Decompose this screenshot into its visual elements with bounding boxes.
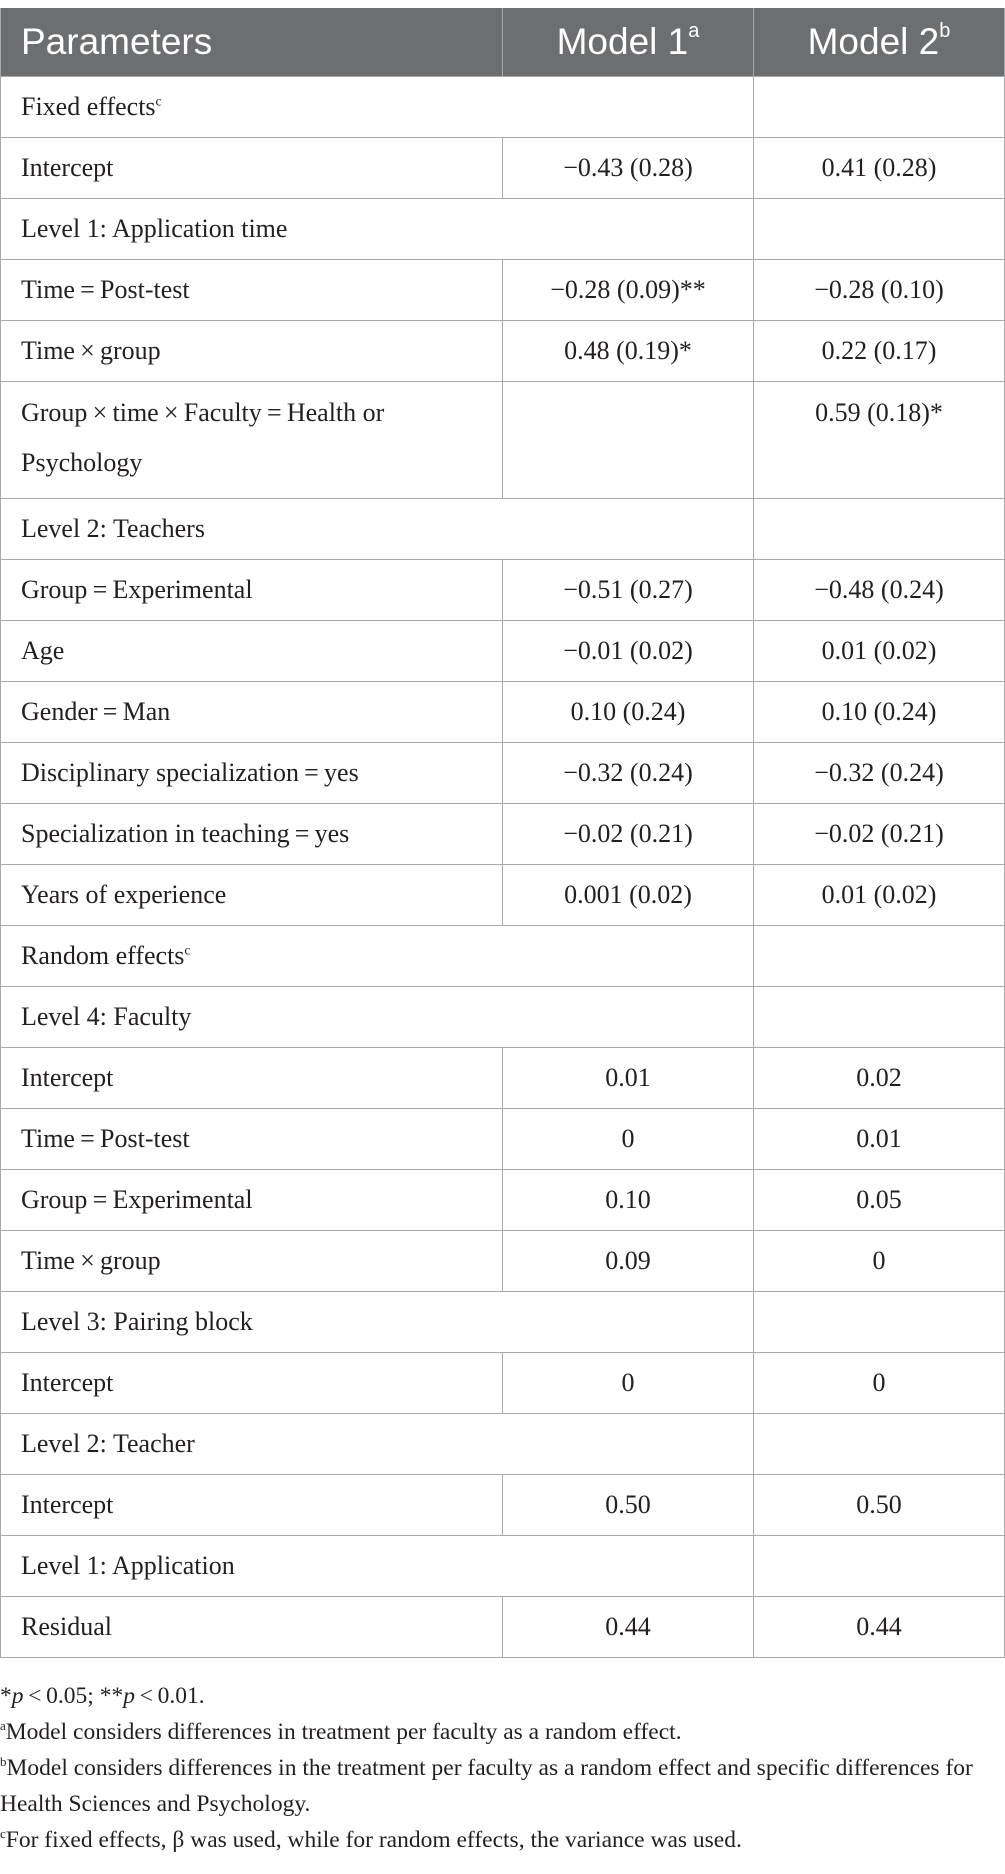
header-model-1-footnote-marker: a (688, 19, 700, 42)
row-label: Intercept (1, 1353, 503, 1414)
model-1-value: −0.28 (0.09)** (503, 260, 754, 321)
row-empty-span (503, 499, 754, 560)
model-2-value: 0.02 (754, 1048, 1005, 1109)
row-label: Level 2: Teachers (1, 499, 503, 560)
row-empty-span (503, 926, 754, 987)
model-1-value (503, 382, 754, 499)
model-1-value: −0.32 (0.24) (503, 743, 754, 804)
model-2-value: −0.48 (0.24) (754, 560, 1005, 621)
row-empty-span (503, 199, 754, 260)
model-1-value: 0.09 (503, 1231, 754, 1292)
model-2-value: 0.10 (0.24) (754, 682, 1005, 743)
model-1-value: 0.10 (503, 1170, 754, 1231)
row-label: Random effects$^c$ (1, 926, 503, 987)
row-label: Level 2: Teacher (1, 1414, 503, 1475)
row-empty-cell (754, 926, 1005, 987)
model-2-value: −0.32 (0.24) (754, 743, 1005, 804)
model-1-value: −0.51 (0.27) (503, 560, 754, 621)
model-2-value: 0.05 (754, 1170, 1005, 1231)
section-row (1, 199, 1005, 260)
table-row (1, 1170, 1005, 1231)
model-1-value: 0.001 (0.02) (503, 865, 754, 926)
model-1-value: 0.01 (503, 1048, 754, 1109)
row-empty-span (503, 1414, 754, 1475)
header-model-2-footnote-marker: b (939, 19, 951, 42)
row-label: Group × time × Faculty = Health or Psychology (1, 382, 503, 499)
row-empty-cell (754, 77, 1005, 138)
header-model-1: Model 1$^a$ (503, 8, 754, 77)
row-label: Time × group (1, 321, 503, 382)
section-row (1, 499, 1005, 560)
model-2-value: 0.01 (0.02) (754, 865, 1005, 926)
header-parameters: Parameters (1, 8, 503, 77)
row-empty-cell (754, 1292, 1005, 1353)
table-row (1, 1353, 1005, 1414)
section-row (1, 1536, 1005, 1597)
significance-note: *p < 0.05; **p < 0.01. (0, 1683, 205, 1709)
row-label: Disciplinary specialization = yes (1, 743, 503, 804)
row-label: Time = Post-test (1, 1109, 503, 1170)
model-1-value: −0.43 (0.28) (503, 138, 754, 199)
row-empty-cell (754, 499, 1005, 560)
model-2-value: 0.44 (754, 1597, 1005, 1658)
section-row (1, 1414, 1005, 1475)
model-2-value: 0.59 (0.18)* (754, 382, 1005, 499)
table-row (1, 682, 1005, 743)
row-label: Time = Post-test (1, 260, 503, 321)
row-empty-span (503, 77, 754, 138)
model-1-value: −0.01 (0.02) (503, 621, 754, 682)
row-label: Time × group (1, 1231, 503, 1292)
row-label: Group = Experimental (1, 560, 503, 621)
row-label: Group = Experimental (1, 1170, 503, 1231)
model-1-value: 0.50 (503, 1475, 754, 1536)
row-label: Intercept (1, 1475, 503, 1536)
model-2-value: 0.22 (0.17) (754, 321, 1005, 382)
model-2-value: 0 (754, 1353, 1005, 1414)
row-empty-cell (754, 987, 1005, 1048)
row-label: Level 3: Pairing block (1, 1292, 503, 1353)
table-row (1, 138, 1005, 199)
results-table (0, 8, 1005, 1658)
row-label: Level 1: Application time (1, 199, 503, 260)
table-row (1, 804, 1005, 865)
row-empty-span (503, 1536, 754, 1597)
table-footnotes (0, 1678, 990, 1858)
table-row (1, 743, 1005, 804)
table-row (1, 321, 1005, 382)
row-label: Years of experience (1, 865, 503, 926)
model-1-value: 0 (503, 1353, 754, 1414)
table-body (1, 77, 1005, 1658)
row-label: Fixed effects$^c$ (1, 77, 503, 138)
row-empty-span (503, 987, 754, 1048)
table-header (1, 8, 1005, 77)
model-2-value: −0.02 (0.21) (754, 804, 1005, 865)
header-model-2: Model 2$^b$ (754, 8, 1005, 77)
table-row (1, 560, 1005, 621)
model-2-value: 0.41 (0.28) (754, 138, 1005, 199)
results-table-container (0, 8, 1004, 1658)
row-empty-span (503, 1292, 754, 1353)
table-row (1, 1475, 1005, 1536)
model-1-value: −0.02 (0.21) (503, 804, 754, 865)
table-row (1, 1597, 1005, 1658)
table-row (1, 1109, 1005, 1170)
model-1-value: 0.10 (0.24) (503, 682, 754, 743)
model-2-value: 0.50 (754, 1475, 1005, 1536)
table-row (1, 1048, 1005, 1109)
footnote-a: $^a$Model considers differences in treatment per faculty as a random effect. (0, 1718, 682, 1745)
row-label: Specialization in teaching = yes (1, 804, 503, 865)
section-row (1, 926, 1005, 987)
row-label: Level 1: Application (1, 1536, 503, 1597)
footnote-marker: c (155, 94, 162, 110)
table-row (1, 1231, 1005, 1292)
footnote-b: $^b$Model considers differences in the treatment per faculty as a random effect and specific differences for Health Sciences and Psychology. (0, 1754, 973, 1817)
model-2-value: 0.01 (0.02) (754, 621, 1005, 682)
model-2-value: 0 (754, 1231, 1005, 1292)
model-1-value: 0.48 (0.19)* (503, 321, 754, 382)
table-row (1, 260, 1005, 321)
row-label: Age (1, 621, 503, 682)
row-label: Intercept (1, 138, 503, 199)
row-label: Intercept (1, 1048, 503, 1109)
row-label: Gender = Man (1, 682, 503, 743)
header-row (1, 8, 1005, 77)
table-row (1, 865, 1005, 926)
table-row (1, 382, 1005, 499)
row-label: Residual (1, 1597, 503, 1658)
row-label: Level 4: Faculty (1, 987, 503, 1048)
footnote-marker: c (184, 943, 191, 959)
footnote-c: $^c$For fixed effects, β was used, while for random effects, the variance was used. (0, 1826, 742, 1853)
row-empty-cell (754, 1414, 1005, 1475)
model-1-value: 0.44 (503, 1597, 754, 1658)
section-row (1, 77, 1005, 138)
row-empty-cell (754, 199, 1005, 260)
model-1-value: 0 (503, 1109, 754, 1170)
model-2-value: 0.01 (754, 1109, 1005, 1170)
section-row (1, 1292, 1005, 1353)
model-2-value: −0.28 (0.10) (754, 260, 1005, 321)
table-row (1, 621, 1005, 682)
row-empty-cell (754, 1536, 1005, 1597)
section-row (1, 987, 1005, 1048)
